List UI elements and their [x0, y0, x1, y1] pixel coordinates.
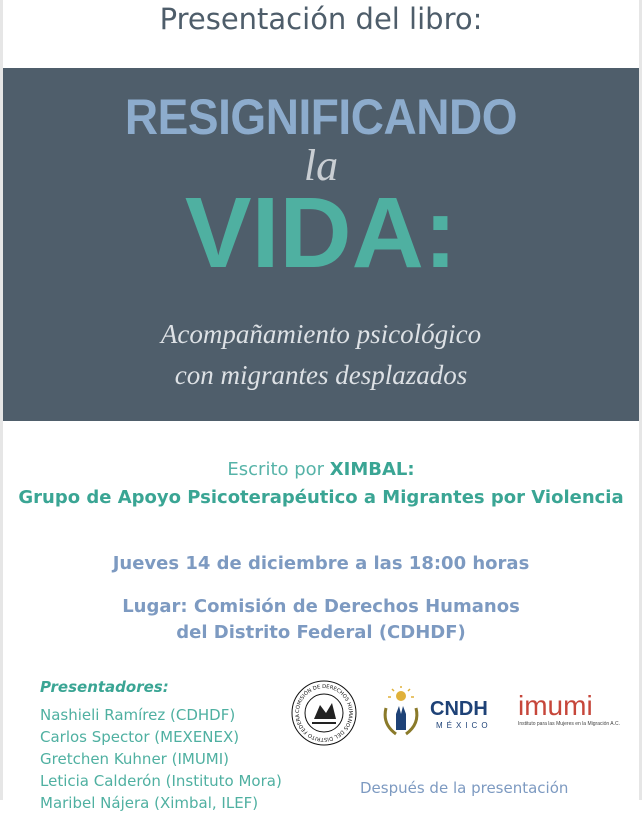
- book-title-la: la: [303, 141, 339, 190]
- presenters-list: [40, 704, 282, 814]
- imumi-logo: imumi: [518, 690, 593, 721]
- cndh-logo-subtext: MÉXICO: [436, 721, 492, 730]
- cndh-logo-text: CNDH: [430, 698, 488, 720]
- presenter-item: Leticia Calderón (Instituto Mora): [40, 772, 282, 790]
- imumi-logo-subtext: Instituto para las Mujeres en la Migración A.C.: [518, 721, 620, 727]
- written-by: [0, 459, 642, 480]
- book-subtitle: [3, 314, 639, 396]
- written-by-prefix: Escrito por: [227, 459, 330, 480]
- presenter-item: Maribel Nájera (Ximbal, ILEF): [40, 794, 259, 812]
- event-date: Jueves 14 de diciembre a las 18:00 horas: [112, 553, 530, 574]
- presenters-heading: Presentadores:: [40, 678, 169, 696]
- event-place-line1: Lugar: Comisión de Derechos Humanos: [122, 596, 520, 617]
- book-cover-banner: [3, 68, 639, 421]
- after-presentation-text: Después de la presentación: [360, 779, 569, 797]
- cndh-emblem-icon: [376, 686, 426, 740]
- pre-title: Presentación del libro:: [159, 2, 483, 36]
- presenter-item: Nashieli Ramírez (CDHDF): [40, 706, 236, 724]
- author-group: Grupo de Apoyo Psicoterapéutico a Migrantes por Violencia: [18, 487, 624, 508]
- book-subtitle-line2: con migrantes desplazados: [174, 360, 468, 390]
- cdhdf-seal-ring-text: COMISIÓN DE DERECHOS HUMANOS DEL DISTRITO FEDERA: [294, 683, 354, 743]
- presenter-item: Gretchen Kuhner (IMUMI): [40, 750, 230, 768]
- cdhdf-seal-logo: [290, 679, 358, 747]
- book-title-vida: VIDA:: [184, 177, 458, 289]
- event-place-line2: del Distrito Federal (CDHDF): [176, 622, 466, 643]
- book-subtitle-line1: Acompañamiento psicológico: [160, 319, 482, 349]
- book-title-resignificando: RESIGNIFICANDO: [124, 89, 518, 145]
- author-name: XIMBAL:: [329, 459, 415, 480]
- presenter-item: Carlos Spector (MEXENEX): [40, 728, 240, 746]
